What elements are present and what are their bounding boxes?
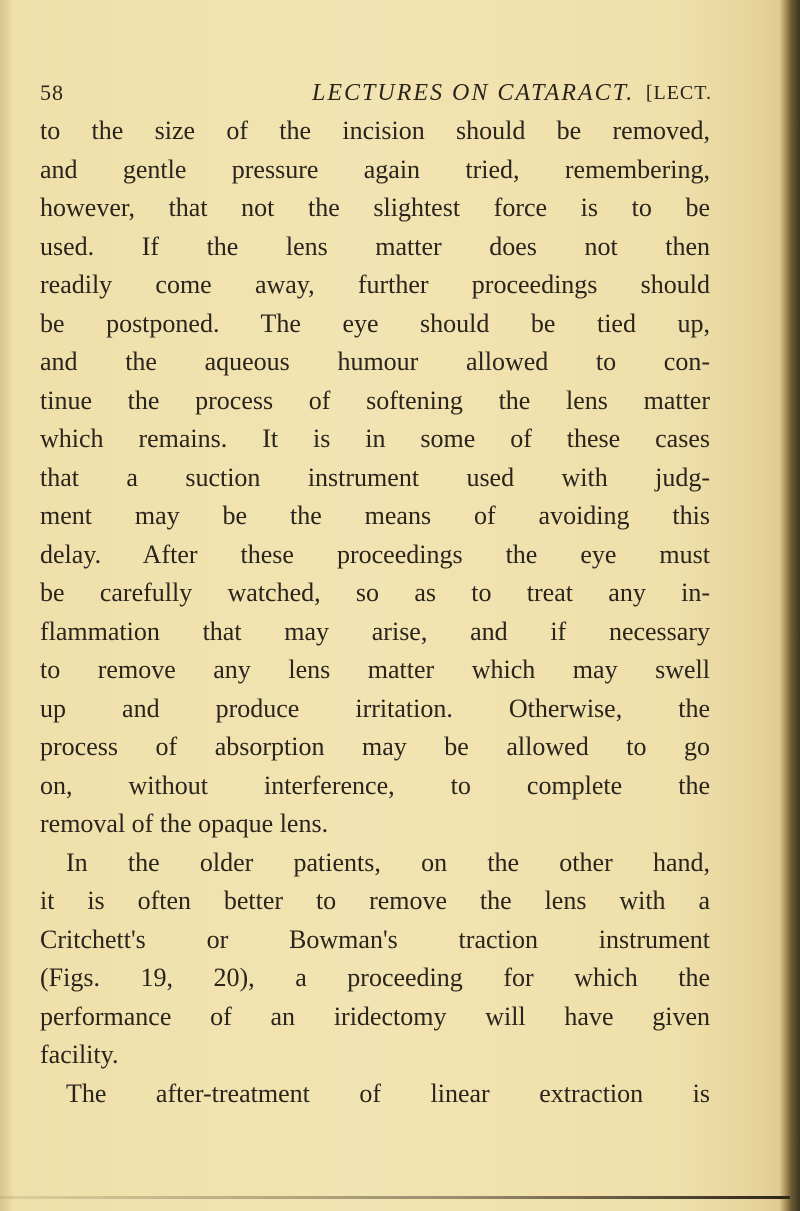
text-line: be carefully watched, so as to treat any in- [40, 578, 710, 607]
body-text [40, 112, 710, 1113]
text-line: used. If the lens matter does not then [40, 231, 710, 261]
text-line: to remove any lens matter which may swell [40, 655, 710, 684]
text-line: flammation that may arise, and if necessary [40, 616, 710, 646]
text-line: ment may be the means of avoiding this [40, 501, 710, 530]
page-bottom-edge [0, 1196, 790, 1199]
text-line: Critchett's or Bowman's traction instrument [40, 924, 710, 954]
text-line: and the aqueous humour allowed to con- [40, 347, 710, 376]
text-line: it is often better to remove the lens with a [40, 886, 710, 915]
text-line: to the size of the incision should be removed, [40, 116, 710, 145]
text-line: however, that not the slightest force is to be [40, 193, 710, 222]
text-line: on, without interference, to complete the [40, 770, 710, 800]
paragraph-start-line: In the older patients, on the other hand, [66, 847, 710, 877]
paragraph-end-line: removal of the opaque lens. [40, 809, 329, 838]
text-line: up and produce irritation. Otherwise, the [40, 693, 710, 723]
page-gutter-shadow [0, 0, 14, 1211]
section-mark: [LECT. [645, 82, 712, 104]
text-line: (Figs. 19, 20), a proceeding for which the [40, 963, 710, 992]
text-line: process of absorption may be allowed to go [40, 732, 710, 761]
text-line: which remains. It is in some of these cases [40, 424, 710, 453]
running-title: LECTURES ON CATARACT. [312, 80, 635, 106]
text-line: delay. After these proceedings the eye must [40, 539, 710, 569]
paragraph-start-line: The after-treatment of linear extraction is [66, 1078, 710, 1108]
page-number: 58 [40, 80, 64, 105]
text-line: and gentle pressure again tried, remembering, [40, 154, 710, 184]
text-line: be postponed. The eye should be tied up, [40, 308, 710, 338]
text-line: that a suction instrument used with judg- [40, 462, 710, 492]
text-line: performance of an iridectomy will have given [40, 1001, 710, 1031]
paragraph-end-line: facility. [40, 1040, 119, 1069]
text-line: readily come away, further proceedings should [40, 270, 710, 299]
page-edge-shadow [778, 0, 800, 1211]
text-line: tinue the process of softening the lens matter [40, 385, 710, 415]
